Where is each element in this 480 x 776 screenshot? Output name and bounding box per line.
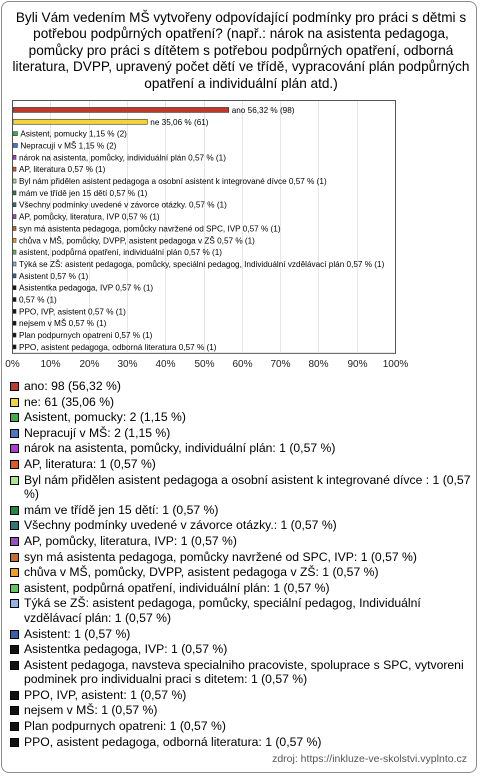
legend-swatch — [10, 506, 19, 515]
legend-swatch — [10, 444, 19, 453]
bar — [13, 215, 16, 219]
chart-legend — [10, 379, 475, 750]
legend-swatch — [10, 568, 19, 577]
legend-label: Plan podpurnych opatreni: 1 (0,57 %) — [24, 719, 226, 734]
bar — [13, 298, 16, 302]
legend-label: mám ve třídě jen 15 dětí: 1 (0,57 %) — [24, 502, 219, 517]
bar-label: chůva v MŠ, pomůcky, DVPP, asistent pedagoga v ZŠ 0,57 % (1) — [19, 236, 255, 246]
bar-label: Nepracují v MŠ 1,15 % (2) — [20, 141, 117, 151]
bar-label: syn má asistenta pedagoga, pomůcky navržené od SPC, IVP 0,57 % (1) — [19, 224, 281, 234]
bar — [13, 345, 16, 349]
legend-label: ano: 98 (56,32 %) — [24, 379, 121, 393]
legend-label: Byl nám přidělen asistent pedagoga a osobní asistent k integrované dívce : 1 (0,57 %) — [24, 472, 471, 502]
bar — [13, 226, 16, 230]
legend-item — [10, 642, 475, 657]
legend-label: Týká se ZŠ: asistent pedagoga, pomůcky, speciální pedagog, Individuální vzdělávací plán: 1 (0,57 %) — [24, 596, 421, 625]
legend-swatch — [10, 599, 19, 608]
x-tick-label: 100% — [382, 358, 409, 370]
bar — [13, 167, 16, 171]
bar — [13, 274, 16, 278]
legend-swatch — [10, 722, 19, 731]
legend-label: nejsem v MŠ: 1 (0,57 %) — [24, 703, 158, 718]
bar — [13, 262, 16, 266]
legend-swatch — [10, 691, 19, 700]
legend-swatch — [10, 584, 19, 593]
bar-label: AP, pomůcky, literatura, IVP 0,57 % (1) — [19, 212, 160, 222]
legend-item — [10, 457, 475, 472]
legend-item — [10, 473, 475, 502]
bar-label: nárok na asistenta, pomůcky, individuální plán 0,57 % (1) — [19, 153, 226, 163]
bar-label: PPO, asistent pedagoga, odborná literatura 0,57 % (1) — [19, 342, 217, 352]
legend-item — [10, 688, 475, 703]
legend-label: Asistent, pomucky: 2 (1,15 %) — [24, 410, 186, 425]
legend-item — [10, 581, 475, 596]
bar-label: Asistent 0,57 % (1) — [19, 271, 89, 281]
bar-label: Týká se ZŠ: asistent pedagoga, pomůcky, speciální pedagog, Individuální vzdělávací plán 0,57 % (1) — [19, 259, 385, 269]
bar-label: asistent, podpůrná opatření, individuální plán 0,57 % (1) — [19, 248, 223, 258]
legend-swatch — [10, 460, 19, 469]
bar — [13, 107, 229, 112]
legend-item — [10, 503, 475, 518]
legend-item — [10, 518, 475, 533]
bar — [13, 191, 16, 195]
bar — [13, 250, 16, 254]
x-tick-label: 40% — [155, 358, 176, 370]
legend-item — [10, 534, 475, 549]
bar-label: PPO, IVP, asistent 0,57 % (1) — [19, 307, 126, 317]
legend-swatch — [10, 661, 19, 670]
legend-label: PPO, IVP, asistent: 1 (0,57 %) — [24, 687, 187, 702]
legend-label: AP, pomůcky, literatura, IVP: 1 (0,57 %) — [24, 533, 237, 548]
legend-label: syn má asistenta pedagoga, pomůcky navržené od SPC, IVP: 1 (0,57 %) — [24, 549, 417, 564]
x-tick-label: 30% — [117, 358, 138, 370]
legend-swatch — [10, 706, 19, 715]
chart-frame — [1, 1, 477, 773]
legend-swatch — [10, 476, 19, 485]
legend-swatch — [10, 630, 19, 639]
legend-swatch — [10, 645, 19, 654]
legend-swatch — [10, 382, 19, 391]
legend-item — [10, 658, 475, 687]
legend-item — [10, 596, 475, 625]
legend-item — [10, 410, 475, 425]
legend-swatch — [10, 553, 19, 562]
bar-label: Byl nám přidělen asistent pedagoga a osobní asistent k integrované dívce 0,57 % (1) — [19, 177, 327, 187]
legend-swatch — [10, 521, 19, 530]
source-note: zdroj: https://inkluze-ve-skolstvi.vyplnto.cz — [272, 753, 467, 765]
legend-item — [10, 565, 475, 580]
bar-label: AP, literatura 0,57 % (1) — [19, 165, 106, 175]
legend-item — [10, 627, 475, 642]
bar-label: nejsem v MŠ 0,57 % (1) — [19, 319, 107, 329]
bar — [13, 309, 16, 313]
bar-label: ne 35,06 % (61) — [150, 117, 209, 127]
bar — [13, 286, 16, 290]
legend-label: ne: 61 (35,06 %) — [24, 394, 115, 409]
legend-label: AP, literatura: 1 (0,57 %) — [24, 456, 156, 471]
legend-item — [10, 441, 475, 456]
bar — [13, 203, 16, 207]
x-tick-label: 90% — [347, 358, 368, 370]
x-tick-label: 70% — [270, 358, 291, 370]
bar-label: mám ve třídě jen 15 dětí 0,57 % (1) — [19, 188, 148, 198]
bar — [13, 238, 16, 242]
legend-label: Nepracují v MŠ: 2 (1,15 %) — [24, 425, 171, 440]
legend-label: nárok na asistenta, pomůcky, individuální plán: 1 (0,57 %) — [24, 441, 336, 456]
legend-item — [10, 395, 475, 410]
bar — [13, 132, 17, 136]
bar — [13, 321, 16, 325]
chart-title: Byli Vám vedením MŠ vytvořeny odpovídající podmínky pro práci s dětmi s potřebou podpůrných opatření? (např.: nárok na asistenta pedagoga, pomůcky pro práci s dítětem s potřebou podpůrných opatření, odborná literatura, DVPP, upravený počet dětí ve třídě, vypracování plán podpůrných opatření a individuální plán atd.) — [12, 10, 470, 91]
x-tick-label: 50% — [194, 358, 215, 370]
legend-label: PPO, asistent pedagoga, odborná literatura: 1 (0,57 %) — [24, 734, 322, 749]
legend-label: asistent, podpůrná opatření, individuální plán: 1 (0,57 %) — [24, 580, 330, 595]
bar — [13, 155, 16, 159]
bar-chart — [5, 98, 472, 372]
bar — [13, 333, 16, 337]
legend-item — [10, 719, 475, 734]
x-tick-label: 0% — [5, 358, 20, 370]
bar-label: Asistentka pedagoga, IVP 0,57 % (1) — [19, 283, 154, 293]
legend-item — [10, 703, 475, 718]
x-tick-label: 60% — [232, 358, 253, 370]
bar — [13, 179, 16, 183]
legend-label: Asistent: 1 (0,57 %) — [24, 626, 131, 641]
legend-label: Asistent pedagoga, navsteva specialniho pracoviste, spoluprace s SPC, vytvoreni podminek pro individualni praci s ditetem: 1 (0,57 %) — [24, 657, 464, 687]
legend-swatch — [10, 429, 19, 438]
legend-label: Všechny podmínky uvedené v závorce otázky.: 1 (0,57 %) — [24, 518, 337, 533]
bar — [13, 119, 147, 124]
bar-label: Všechny podmínky uvedené v závorce otázky. 0,57 % (1) — [19, 200, 227, 210]
legend-swatch — [10, 398, 19, 407]
x-tick-label: 20% — [79, 358, 100, 370]
bar-label: Asistent, pomucky 1,15 % (2) — [20, 129, 127, 139]
bar-label: Plan podpurnych opatreni 0,57 % (1) — [19, 331, 153, 341]
x-tick-label: 80% — [308, 358, 329, 370]
bar-label: ano 56,32 % (98) — [231, 105, 295, 115]
legend-item — [10, 550, 475, 565]
bar-label: 0,57 % (1) — [19, 295, 57, 305]
legend-swatch — [10, 413, 19, 422]
legend-label: Asistentka pedagoga, IVP: 1 (0,57 %) — [24, 642, 228, 657]
bar — [13, 143, 17, 147]
legend-swatch — [10, 537, 19, 546]
legend-item — [10, 426, 475, 441]
x-tick-label: 10% — [40, 358, 61, 370]
legend-label: chůva v MŠ, pomůcky, DVPP, asistent pedagoga v ZŠ: 1 (0,57 %) — [24, 565, 379, 580]
legend-item — [10, 735, 475, 750]
legend-item — [10, 379, 475, 394]
legend-swatch — [10, 738, 19, 747]
